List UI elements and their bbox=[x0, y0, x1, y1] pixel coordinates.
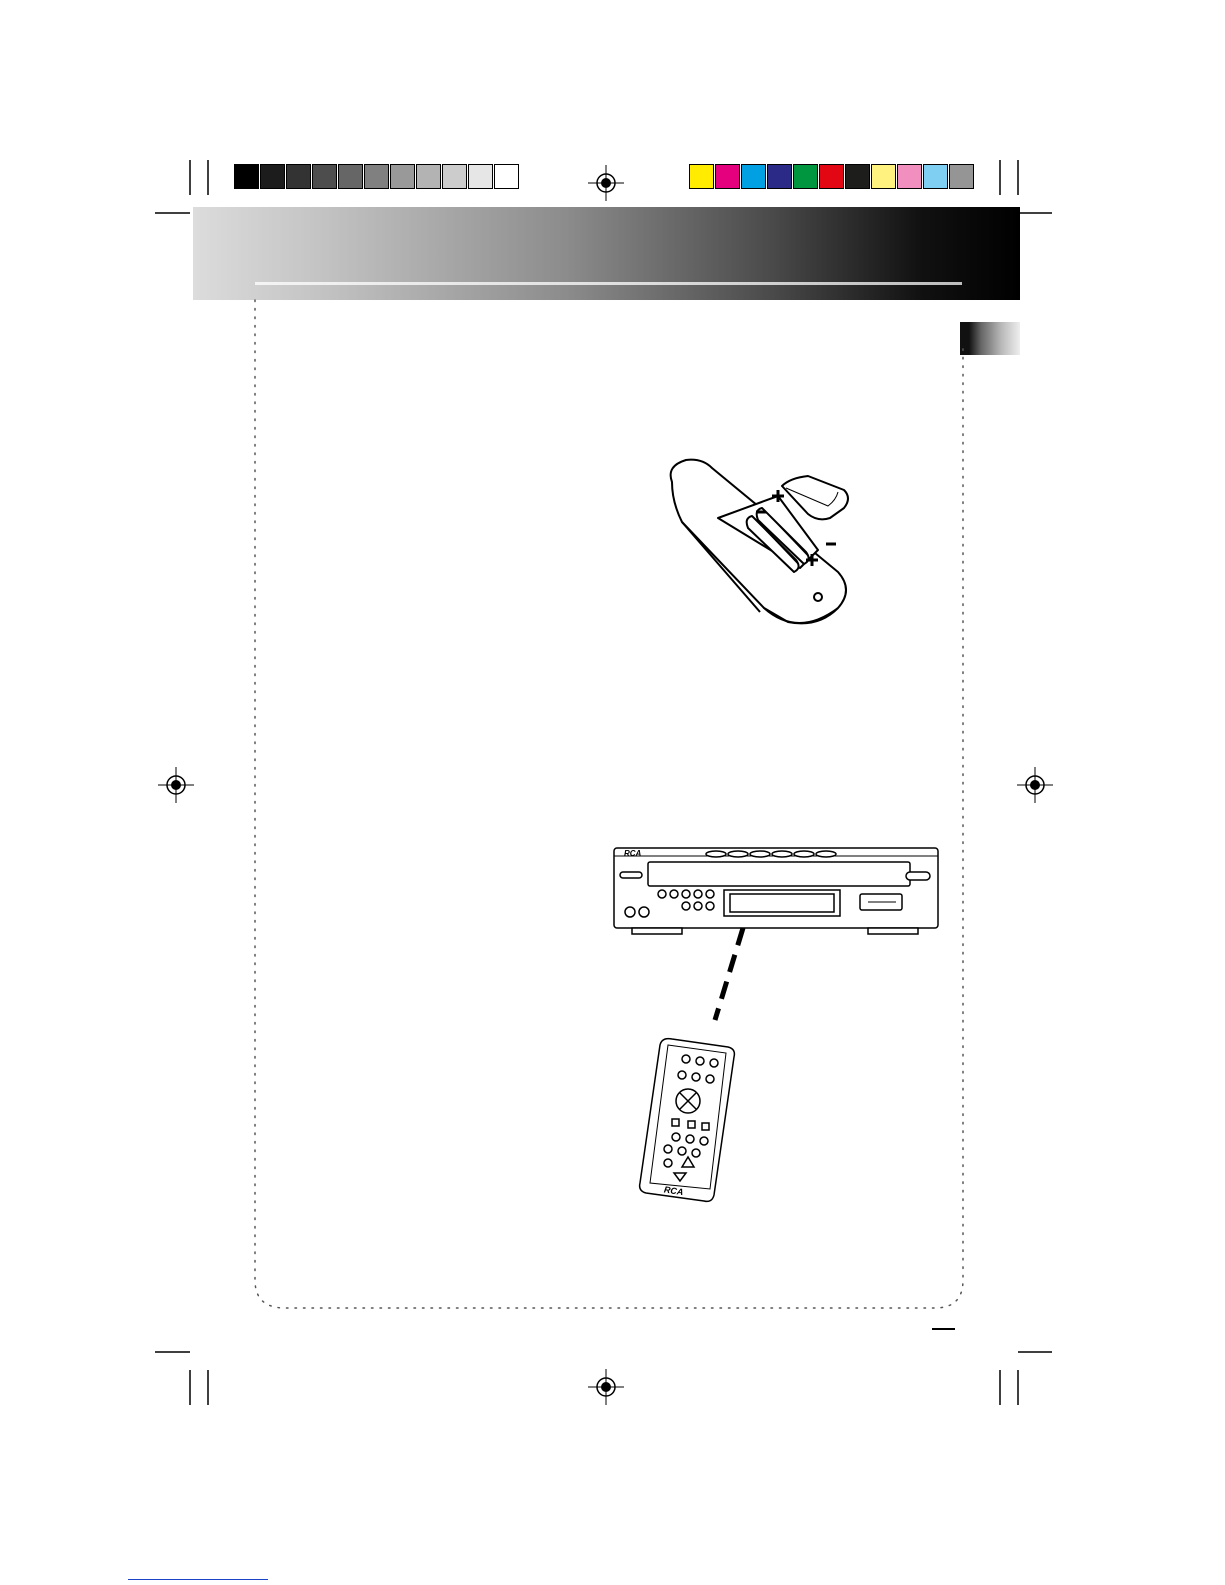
header-band bbox=[193, 207, 1020, 300]
remote-control-illustration bbox=[638, 1035, 738, 1207]
cd-player-illustration bbox=[612, 844, 942, 936]
player-logo: RCA bbox=[624, 849, 642, 858]
remote-logo: RCA bbox=[663, 1184, 685, 1198]
page-number-rule bbox=[932, 1328, 955, 1330]
battery-install-illustration bbox=[668, 452, 858, 644]
registration-mark-left bbox=[158, 767, 194, 803]
ir-beam-line bbox=[705, 920, 755, 1030]
content-frame bbox=[240, 290, 970, 1320]
header-rule bbox=[255, 282, 962, 285]
registration-mark-top bbox=[588, 165, 624, 201]
registration-mark-bottom bbox=[588, 1369, 624, 1405]
bottom-link-line bbox=[128, 1579, 268, 1580]
registration-mark-right bbox=[1017, 767, 1053, 803]
